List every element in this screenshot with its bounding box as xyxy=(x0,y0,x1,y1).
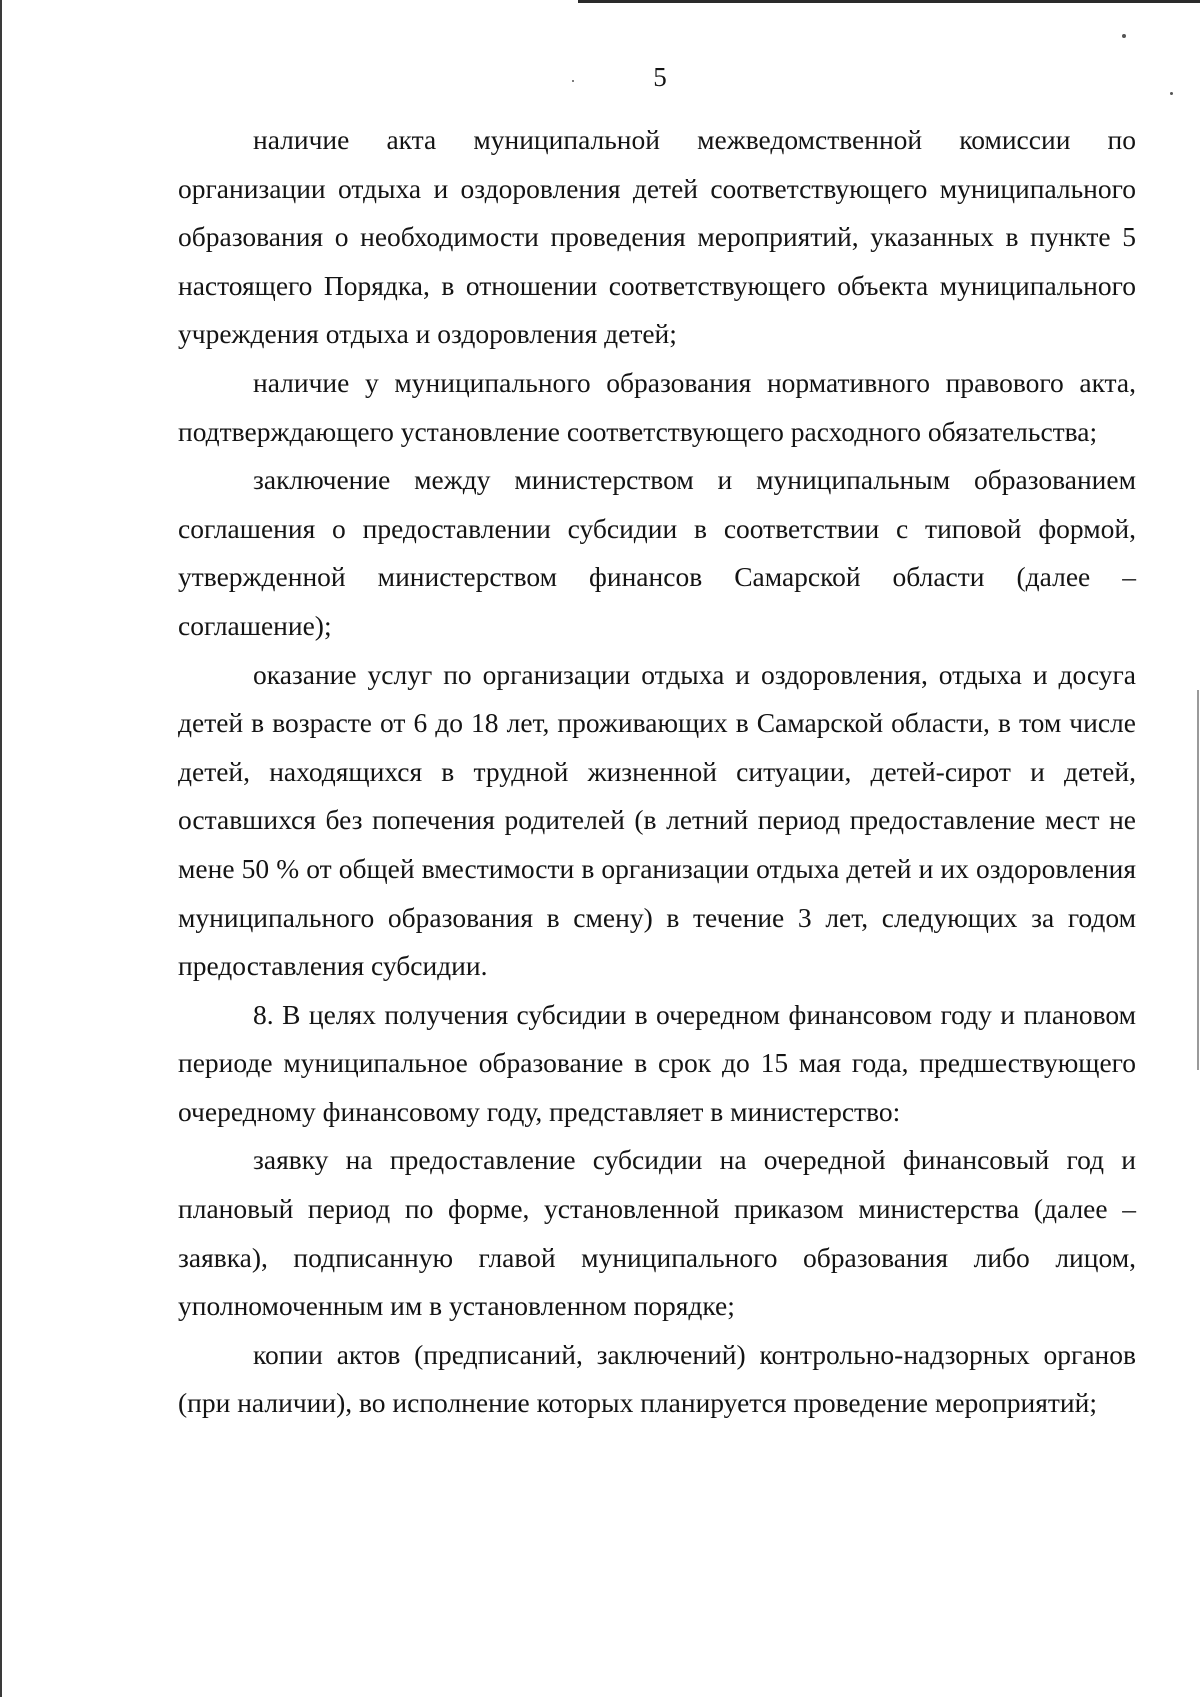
paragraph: наличие у муниципального образования нормативного правового акта, подтверждающего установление соответствующего расходного обязательства; xyxy=(178,366,1136,447)
paragraph: заявку на предоставление субсидии на очередной финансовый год и плановый период по форме, установленной приказом министерства (далее – заявка), подписанную главой муниципального образования либо лицом, уполномоченным им в установленном порядке; xyxy=(178,1144,1136,1322)
paragraph: копии актов (предписаний, заключений) контрольно-надзорных органов (при наличии), во исполнение которых планируется проведение мероприятий; xyxy=(178,1338,1136,1419)
scan-speck xyxy=(1122,34,1126,38)
scan-edge-top xyxy=(578,0,1200,3)
paragraph: заключение между министерством и муниципальным образованием соглашения о предоставлении субсидии в соответствии с типовой формой, утвержденной министерством финансов Самарской области (далее – соглашение); xyxy=(178,464,1136,641)
scan-speck xyxy=(1170,92,1173,95)
paragraph: оказание услуг по организации отдыха и оздоровления, отдыха и досуга детей в возрасте от 6 до 18 лет, проживающих в Самарской области, в том числе детей, находящихся в трудной жизненной ситуации, детей-сирот и детей, оставшихся без попечения родителей (в летний период предоставление мест не мене 50 % от общей вместимости в организации отдыха детей и их оздоровления муниципального образования в смену) в течение 3 лет, следующих за годом предоставления субсидии. xyxy=(178,658,1136,982)
page-number: 5 xyxy=(653,62,667,92)
paragraph: наличие акта муниципальной межведомственной комиссии по организации отдыха и оздоровления детей соответствующего муниципального образования о необходимости проведения мероприятий, указанных в пункте 5 настоящего Порядка, в отношении соответствующего объекта муниципального учреждения отдыха и оздоровления детей; xyxy=(178,124,1136,350)
scan-edge-right xyxy=(1197,690,1199,1070)
scan-edge-left xyxy=(0,0,2,1697)
document-body xyxy=(178,116,1136,1428)
paragraph: 8. В целях получения субсидии в очередном финансовом году и плановом периоде муниципальное образование в срок до 15 мая года, предшествующего очередному финансовому году, представляет в министерство: xyxy=(178,998,1136,1127)
